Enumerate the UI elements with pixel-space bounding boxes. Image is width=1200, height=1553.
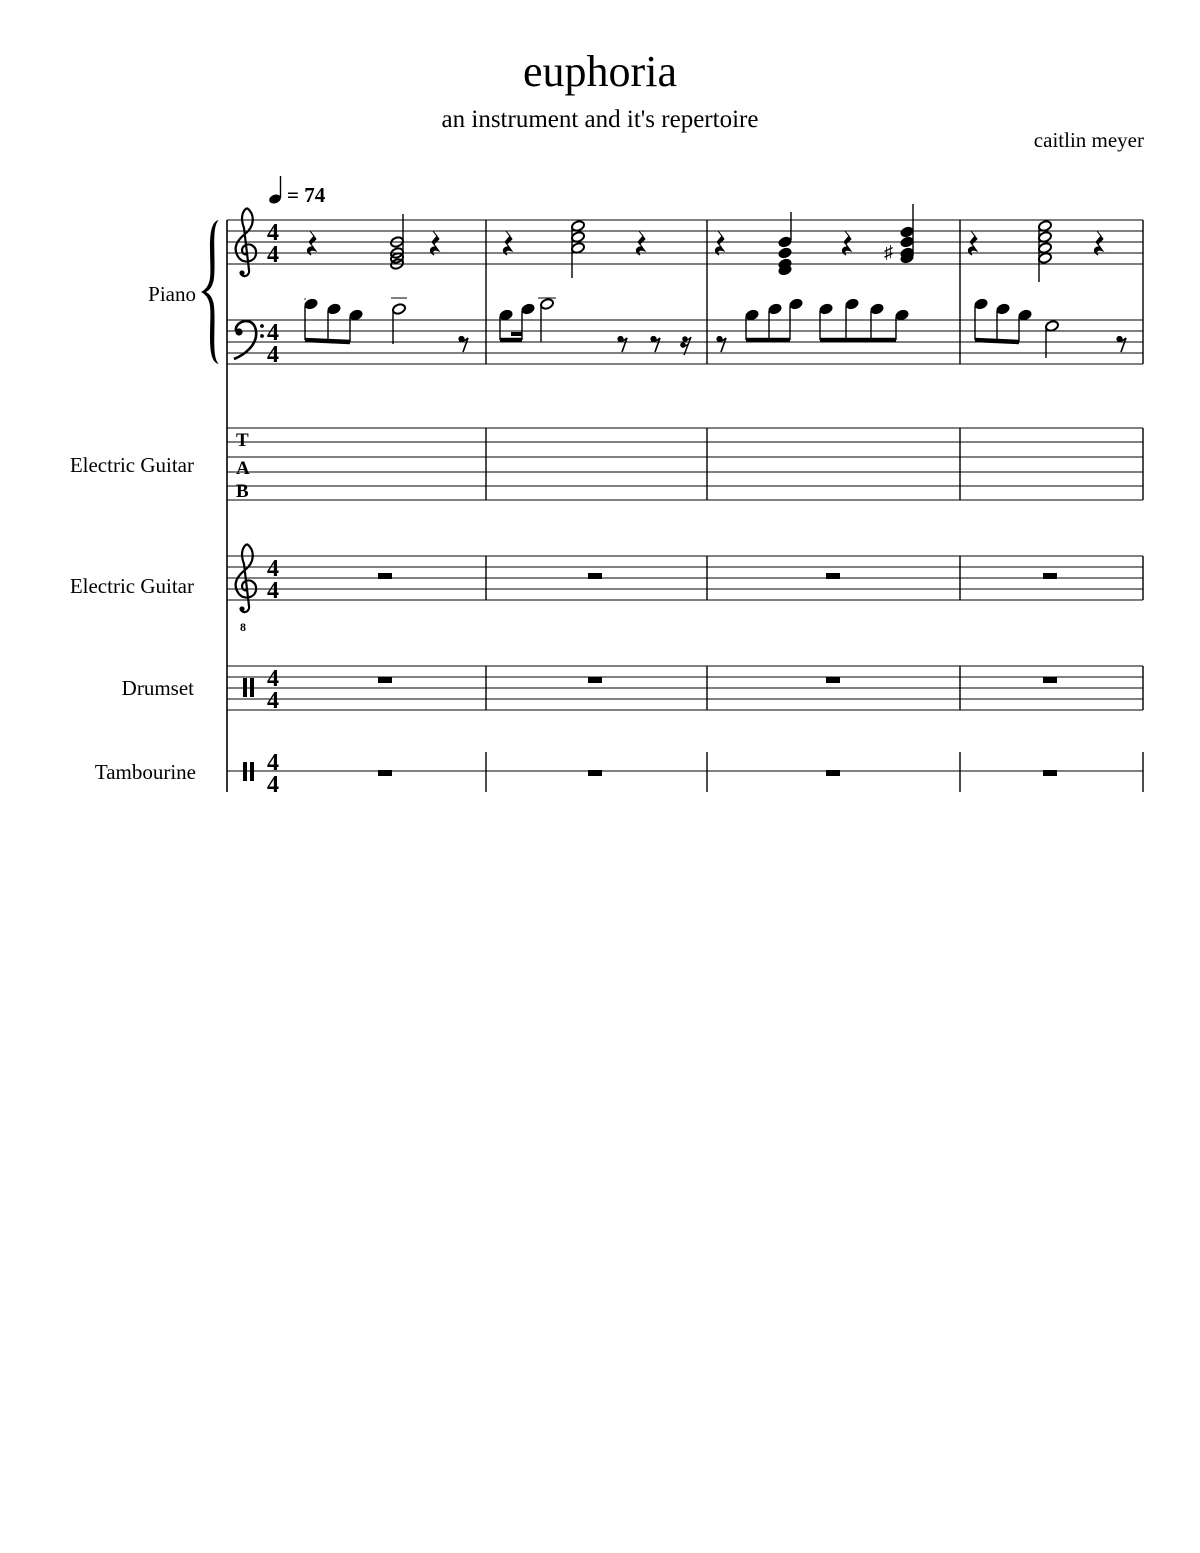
quarter-rest xyxy=(1094,231,1103,255)
ts-tamb-top: 4 xyxy=(267,750,279,776)
ts-drums-top: 4 xyxy=(267,666,279,692)
tempo-value: = 74 xyxy=(287,183,326,207)
ts-tamb-bottom: 4 xyxy=(267,772,279,798)
whole-measure-rests xyxy=(378,573,1057,776)
beamed-eighths xyxy=(745,298,804,340)
chord xyxy=(1038,220,1053,282)
half-note xyxy=(391,298,407,344)
instrument-label-tambourine: Tambourine xyxy=(94,760,196,784)
whole-rest xyxy=(826,770,840,776)
barlines xyxy=(486,220,1143,792)
ts-guitar-bottom: 4 xyxy=(267,578,279,604)
score-subtitle: an instrument and it's repertoire xyxy=(441,106,759,133)
eighth-rest xyxy=(717,336,726,352)
chord xyxy=(778,212,793,276)
tab-clef-t: T xyxy=(236,430,249,451)
tab-clef-a: A xyxy=(236,458,250,479)
guitar-tab-staff xyxy=(227,428,1143,500)
tab-clef xyxy=(236,430,250,502)
eighth-rest xyxy=(1117,336,1126,352)
whole-rest xyxy=(378,677,392,683)
ts-piano-bass-bottom: 4 xyxy=(267,342,279,368)
piano-brace xyxy=(201,220,219,364)
whole-rest xyxy=(1043,573,1057,579)
quarter-rest xyxy=(430,231,439,255)
beamed-eighths xyxy=(819,298,910,340)
composer-name: caitlin meyer xyxy=(1033,128,1144,152)
piano-treble-notes xyxy=(307,204,1103,282)
tempo-marking xyxy=(268,176,326,207)
sharp-icon: ♯ xyxy=(884,242,893,262)
score-title: euphoria xyxy=(523,47,677,96)
guitar-staff xyxy=(227,556,1143,600)
quarter-rest xyxy=(968,231,977,255)
whole-rest xyxy=(378,770,392,776)
octave-marker: 8 xyxy=(240,620,246,634)
whole-rest xyxy=(1043,677,1057,683)
ts-piano-treble-top: 4 xyxy=(267,220,279,246)
quarter-rest xyxy=(307,231,316,255)
tab-clef-b: B xyxy=(236,481,249,502)
ts-piano-bass-top: 4 xyxy=(267,320,279,346)
whole-rest xyxy=(826,677,840,683)
ts-piano-treble-bottom: 4 xyxy=(267,242,279,268)
whole-rest xyxy=(588,573,602,579)
instrument-label-guitar-tab: Electric Guitar xyxy=(69,453,194,477)
sixteenth-rest xyxy=(681,337,691,355)
drumset-staff xyxy=(227,666,1143,710)
instrument-label-guitar: Electric Guitar xyxy=(69,574,194,598)
eighth-rest xyxy=(618,336,627,352)
instrument-label-piano: Piano xyxy=(148,282,196,306)
whole-rest xyxy=(1043,770,1057,776)
whole-rest xyxy=(588,770,602,776)
whole-rest xyxy=(378,573,392,579)
time-signatures xyxy=(267,220,279,798)
beamed-notes xyxy=(499,303,536,340)
chord xyxy=(571,220,586,278)
quarter-rest xyxy=(636,231,645,255)
piano-bass-notes xyxy=(304,298,1126,358)
piano-treble-staff xyxy=(227,220,1143,264)
half-note xyxy=(1045,320,1060,358)
chord xyxy=(884,204,914,264)
instrument-label-drumset: Drumset xyxy=(121,676,194,700)
quarter-rest xyxy=(842,231,851,255)
ts-guitar-top: 4 xyxy=(267,556,279,582)
whole-rest xyxy=(826,573,840,579)
eighth-rest xyxy=(651,336,660,352)
quarter-rest xyxy=(715,231,724,255)
quarter-rest xyxy=(503,231,512,255)
whole-rest xyxy=(588,677,602,683)
eighth-rest xyxy=(459,336,468,352)
ts-drums-bottom: 4 xyxy=(267,688,279,714)
